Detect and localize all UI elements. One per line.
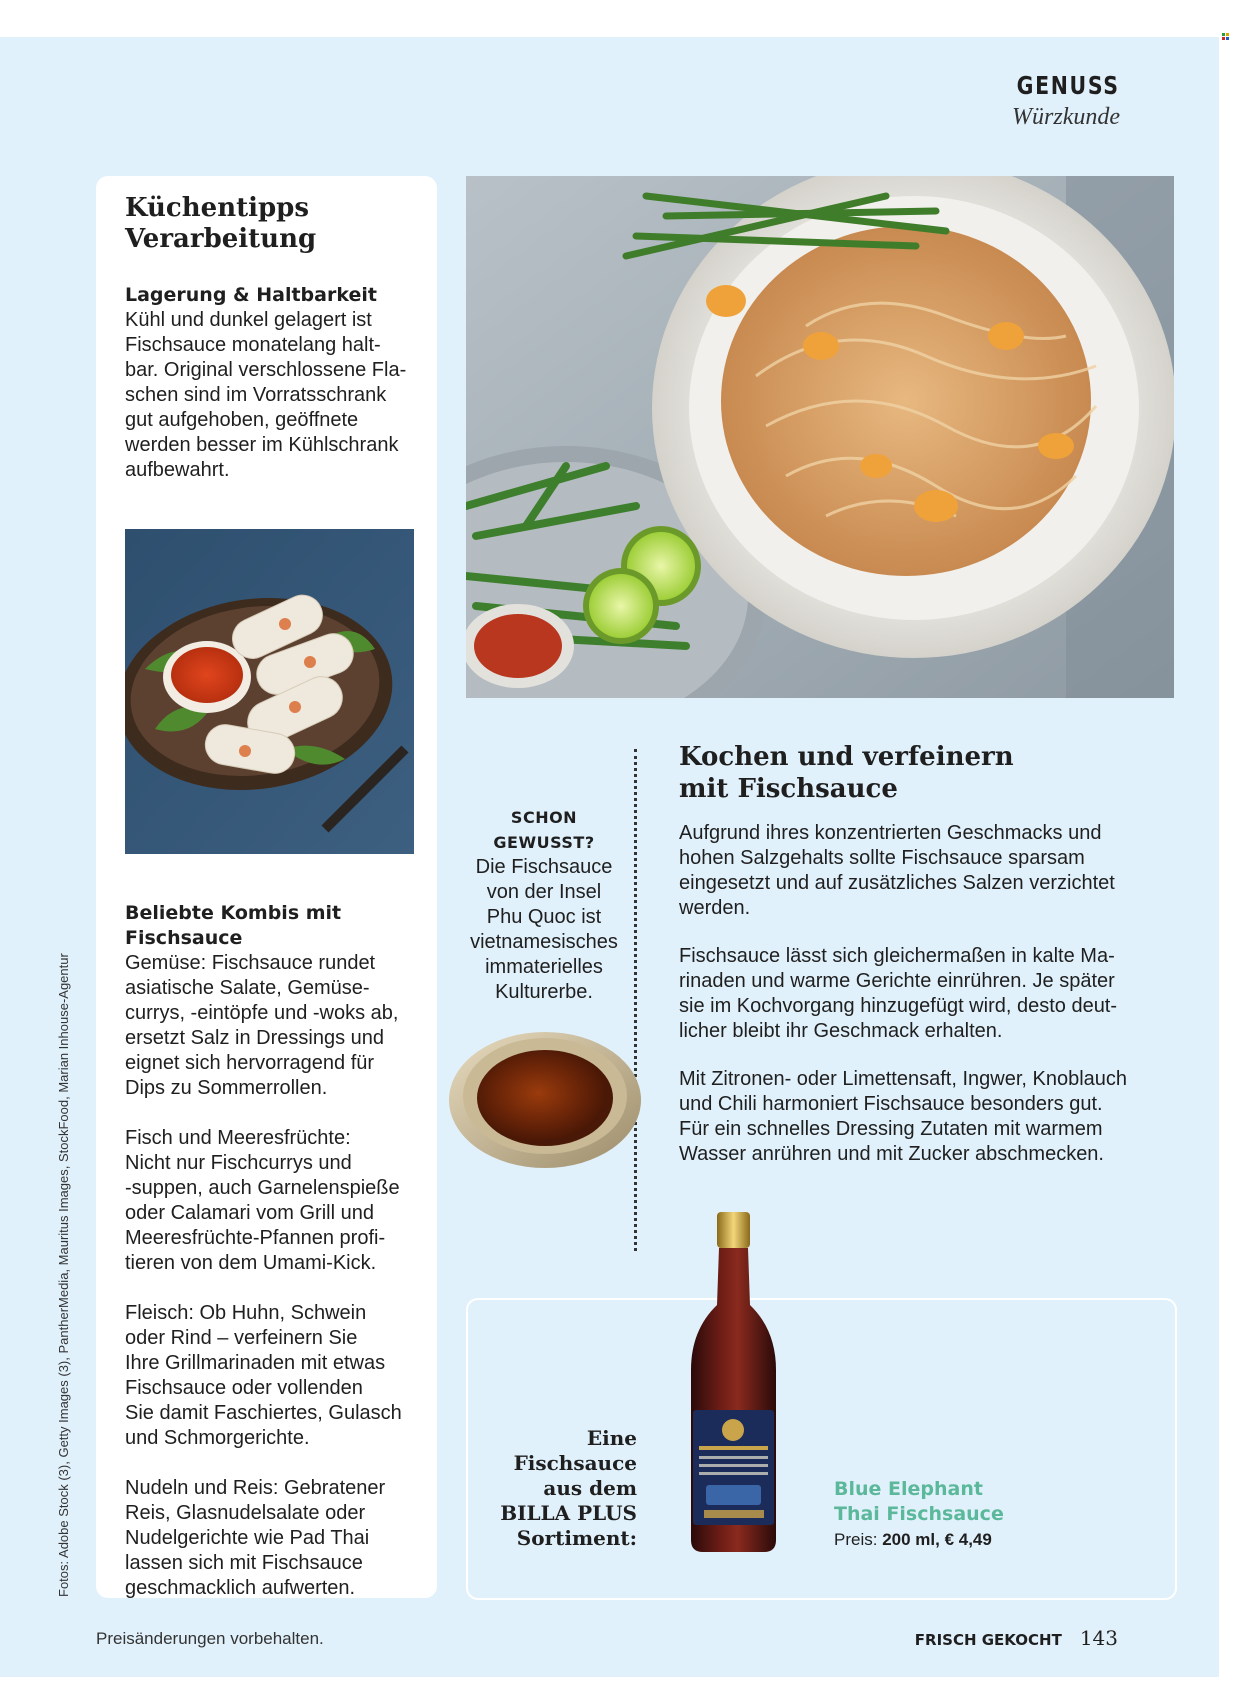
article-paragraph-3: Mit Zitronen- oder Limettensaft, Ingwer, Knoblauch und Chili harmoniert Fischsauce besonders gut. Für ein schnelles Dressing Zutaten mit warmem Wasser anrühren und mit Zucker abschmecken. <box>679 1068 1128 1165</box>
spring-rolls-photo <box>125 529 414 854</box>
section-kicker: GENUSS <box>1016 71 1120 100</box>
fact-heading: SCHON <box>510 808 578 827</box>
product-name: Blue Elephant Thai Fischsauce <box>834 1478 1004 1525</box>
tips-title: Küchentipps Verarbeitung <box>125 193 317 254</box>
combos-heading: Beliebte Kombis mit <box>125 902 342 924</box>
divider-dotted <box>634 749 637 1251</box>
footer-note: Preisänderungen vorbehalten. <box>96 1629 324 1648</box>
storage-heading: Lagerung & Haltbarkeit <box>125 284 377 306</box>
photo-credits: Fotos: Adobe Stock (3), Getty Images (3), PantherMedia, Mauritus Images, StockFood, Marian Inhouse-Agentur <box>56 953 71 1597</box>
storage-section: Lagerung & Haltbarkeit Kühl und dunkel gelagert ist Fischsauce monatelang halt- bar. Original verschlossene Fla- schen sind im Vorratsschrank gut aufgehoben, geöffnete werden besser im Kühlschrank aufbewahrt. <box>125 283 425 483</box>
section-subtitle: Würzkunde <box>1012 104 1120 130</box>
print-mark <box>1222 33 1229 40</box>
page-number: 143 <box>1079 1626 1118 1650</box>
magazine-name: FRISCH GEKOCHT <box>914 1631 1062 1649</box>
promo-label: Eine Fischsauce aus dem BILLA PLUS Sortiment: <box>500 1426 637 1550</box>
article-paragraph-1: Aufgrund ihres konzentrierten Geschmacks und hohen Salzgehalts sollte Fischsauce sparsam eingesetzt und auf zusätzliches Salzen verzichtet werden. <box>679 822 1115 919</box>
fact-box: SCHON GEWUSST? Die Fischsauce von der Insel Phu Quoc ist vietnamesisches immaterielles Kulturerbe. <box>459 805 629 1005</box>
fish-sauce-bowl-photo <box>448 1022 643 1170</box>
product-price: Preis: 200 ml, € 4,49 <box>834 1530 992 1549</box>
footer-brand <box>915 1626 1118 1650</box>
article-paragraph-2: Fischsauce lässt sich gleichermaßen in kalte Ma- rinaden und warme Gerichte einrühren. Je später sie im Kochvorgang hinzugefügt wird, desto deut- licher bleibt ihr Geschmack erhalten. <box>679 945 1118 1042</box>
pad-thai-photo <box>466 176 1174 698</box>
article-title: Kochen und verfeinern mit Fischsauce <box>679 742 1014 804</box>
fish-sauce-bottle-image <box>686 1210 781 1556</box>
section-header <box>994 71 1120 131</box>
combos-section: Beliebte Kombis mit Fischsauce Gemüse: Fischsauce rundet asiatische Salate, Gemüse- currys, -eintöpfe und -woks ab, ersetzt Salz in Dressings und eignet sich hervorragend für Dips zu Sommerrollen. Fisch und Meeresfrüchte: Nicht nur Fischcurrys und -suppen, auch Garnelenspieße oder Calamari vom Grill und Meeresfrüchte-Pfannen profi- tieren von dem Umami-Kick. Fleisch: Ob Huhn, Schwein oder Rind – verfeinern Sie Ihre Grillmarinaden mit etwas Fischsauce oder vollenden Sie damit Faschiertes, Gulasch und Schmorgerichte. Nudeln und Reis: Gebratener Reis, Glasnudelsalate oder Nudelgerichte wie Pad Thai lassen sich mit Fischsauce geschmacklich aufwerten. <box>125 901 425 1601</box>
